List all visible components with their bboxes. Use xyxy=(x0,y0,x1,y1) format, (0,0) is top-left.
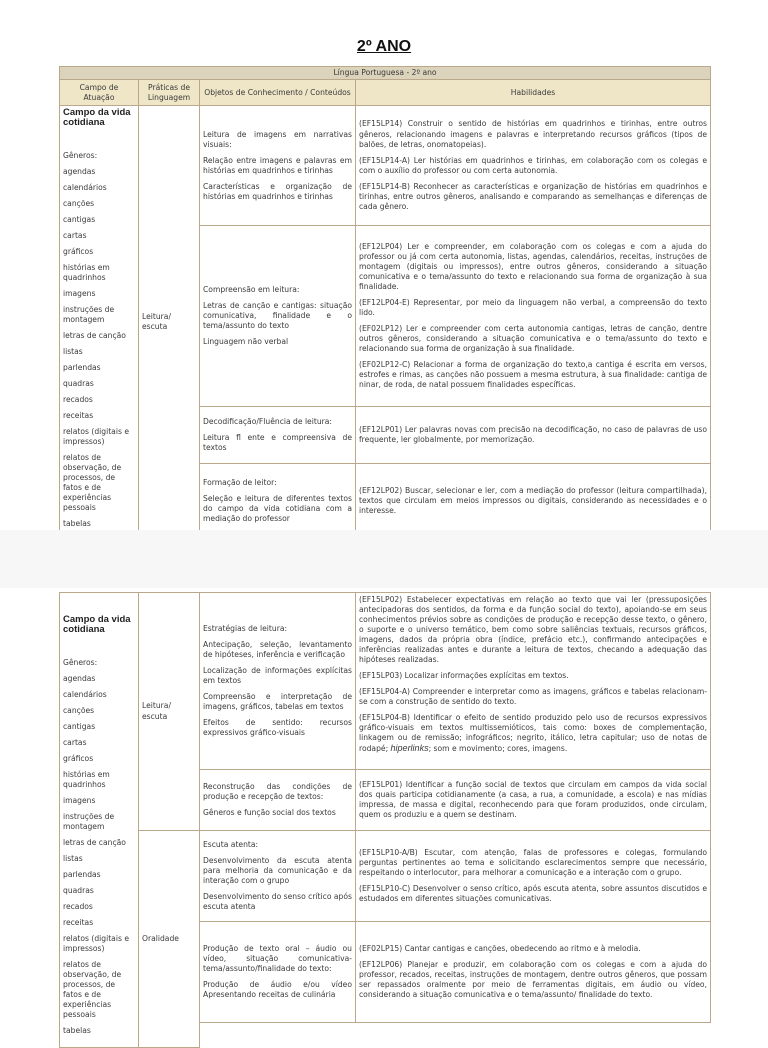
conteudo-item: Desenvolvimento do senso crítico após escuta atenta xyxy=(203,892,352,912)
campo-atuacao-cell xyxy=(60,593,139,1048)
conteudo-item: Linguagem não verbal xyxy=(203,336,289,346)
habilidade-item: (EF12LP04) Ler e compreender, em colaboração com os colegas e com a ajuda do professor ou já com certa autonomia, listas, agendas, calendários, receitas, instruções de montagem (digitais ou impressos), entre outros gêneros, considerando a situação comunicativa e o tema/assunto do texto e relacionando sua forma de organização à sua finalidade. xyxy=(359,241,708,291)
habilidade-text: ; som e movimento; cores, imagens. xyxy=(428,744,568,754)
conteudo-item: Efeitos de sentido: recursos expressivos gráfico-visuais xyxy=(203,718,352,738)
objetos-cell xyxy=(200,593,356,770)
habilidade-item: (EF15LP10-C) Desenvolver o senso crítico, após escuta atenta, sobre assuntos discutidos e estudados em diferentes situações comunicativas. xyxy=(359,884,707,904)
genero-item: letras de canção xyxy=(63,331,126,341)
objetos-cell xyxy=(200,226,356,407)
generos-list xyxy=(63,658,135,1036)
genero-item: instruções de montagem xyxy=(63,305,115,325)
pratica-cell: Leitura/ escuta xyxy=(139,593,200,831)
habilidade-item: (EF15LP04-A) Compreender e interpretar como as imagens, gráficos e tabelas relacionam-se com a construção de sentido do texto. xyxy=(359,687,707,707)
column-header: Práticas de Linguagem xyxy=(139,80,200,106)
genero-item: parlendas xyxy=(63,870,101,880)
genero-item: cartas xyxy=(63,737,87,747)
habilidades-cell xyxy=(356,464,711,538)
conteudo-item: Produção de texto oral – áudio ou vídeo, situação comunicativa-tema/assunto/finalidade do texto: xyxy=(203,943,352,973)
genero-item: imagens xyxy=(63,289,96,299)
hyperlinks-term: hiperlinks xyxy=(390,743,429,754)
habilidades-cell xyxy=(356,106,711,226)
habilidade-item: (EF02LP12) Ler e compreender com certa autonomia cantigas, letras de canção, dentre outros gêneros, considerando a situação comunicativa e o tema/assunto do texto e relacionando sua forma de organização à sua finalidade. xyxy=(359,323,708,353)
conteudo-item: Características e organização de histórias em quadrinhos e tirinhas xyxy=(203,181,352,201)
habilidades-cell xyxy=(356,593,711,770)
objetos-cell xyxy=(200,770,356,831)
genero-item: cantigas xyxy=(63,214,96,224)
column-header: Habilidades xyxy=(356,80,711,106)
habilidade-item xyxy=(359,713,707,755)
genero-item: quadras xyxy=(63,379,94,389)
pratica-cell: Leitura/ escuta xyxy=(139,106,200,538)
conteudo-item: Desenvolvimento da escuta atenta para melhoria da comunicação e da interação com o grupo xyxy=(203,855,352,885)
habilidade-item: (EF15LP01) Identificar a função social de textos que circulam em campos da vida social dos quais participa cotidianamente (a casa, a rua, a comunidade, a escola) e nas mídias impressa, de massa e digital, reconhecendo para que foram produzidos, onde circulam, quem os produziu e a quem se destinam. xyxy=(359,779,707,820)
conteudo-item: Formação de leitor: xyxy=(203,477,277,487)
habilidades-cell xyxy=(356,406,711,463)
genero-item: recados xyxy=(63,395,93,405)
conteudo-item: Antecipação, seleção, levantamento de hipóteses, inferência e verificação xyxy=(203,639,352,659)
conteudo-item: Localização de informações explícitas em textos xyxy=(203,665,352,685)
page-2 xyxy=(0,588,768,1036)
objetos-cell xyxy=(200,831,356,922)
genero-item: relatos (digitais e impressos) xyxy=(63,934,129,954)
habilidade-item: (EF15LP03) Localizar informações explícitas em textos. xyxy=(359,671,569,681)
habilidades-cell xyxy=(356,831,711,922)
conteudo-item: Relação entre imagens e palavras em histórias em quadrinhos e tirinhas xyxy=(203,155,352,175)
page-break xyxy=(0,530,768,588)
curriculum-table-1 xyxy=(59,66,711,538)
habilidade-item: (EF02LP15) Cantar cantigas e canções, obedecendo ao ritmo e à melodia. xyxy=(359,943,641,953)
conteudo-item: Seleção e leitura de diferentes textos do campo da vida cotidiana com a mediação do professor xyxy=(203,493,352,523)
conteudo-item: Decodificação/Fluência de leitura: xyxy=(203,416,332,426)
conteudo-item: Leitura de imagens em narrativas visuais: xyxy=(203,129,352,149)
curriculum-table-2 xyxy=(59,592,711,1048)
habilidade-item: (EF02LP12-C) Relacionar a forma de organização do texto,a cantiga é escrita em versos, estrofes e rimas, as canções não possuem a mesma estrutura, à sua finalidade: cantiga de ninar, de roda, de natal possuem finalidades específicas. xyxy=(359,359,708,389)
habilidade-item: (EF15LP14-B) Reconhecer as características e organização de histórias em quadrinhos e tirinhas, entre outros gêneros, analisando e comparando as semelhanças e diferenças de cada gênero. xyxy=(359,181,708,211)
campo-title: Campo da vida cotidiana xyxy=(63,107,131,129)
genero-item: calendários xyxy=(63,689,107,699)
genero-item: tabelas xyxy=(63,519,91,529)
genero-item: listas xyxy=(63,854,83,864)
genero-item: agendas xyxy=(63,673,96,683)
habilidade-item: (EF12LP06) Planejar e produzir, em colaboração com os colegas e com a ajuda do professor, recados, receitas, instruções de montagem, dentre outros gêneros, que possam ser repassados oralmente por meio de ferramentas digitais, em áudio ou vídeo, considerando a situação comunicativa e o tema/assunto/ finalidade do texto. xyxy=(359,959,707,1000)
habilidades-cell xyxy=(356,922,711,1023)
habilidade-item: (EF12LP04-E) Representar, por meio da linguagem não verbal, a compreensão do texto lido. xyxy=(359,297,708,317)
conteudo-item: Leitura fl ente e compreensiva de textos xyxy=(203,432,352,452)
habilidade-item: (EF15LP02) Estabelecer expectativas em relação ao texto que vai ler (pressuposições antecipadoras dos sentidos, da forma e da função social do texto), apoiando-se em seus conhecimentos prévios sobre as condições de produção e recepção desse texto, o gênero, o suporte e o universo temático, bem como sobre saliências textuais, recursos gráficos, imagens, dados da própria obra (índice, prefácio etc.), confirmando antecipações e inferências realizadas antes e durante a leitura de textos, checando a adequação das hipóteses realizadas. xyxy=(359,595,707,665)
genero-item: listas xyxy=(63,347,83,357)
habilidade-item: (EF12LP02) Buscar, selecionar e ler, com a mediação do professor (leitura compartilhada), textos que circulam em meios impressos ou digitais, considerando as necessidades e o interesse. xyxy=(359,485,708,515)
genero-item: relatos de observação, de processos, de fatos e de experiências pessoais xyxy=(63,960,122,1020)
objetos-cell xyxy=(200,922,356,1023)
genero-item: parlendas xyxy=(63,363,101,373)
page-title: 2º ANO xyxy=(356,38,412,55)
habilidade-item: (EF12LP01) Ler palavras novas com precisão na decodificação, no caso de palavras de uso frequente, ler globalmente, por memorização. xyxy=(359,424,708,444)
genero-item: instruções de montagem xyxy=(63,812,115,832)
genero-item: letras de canção xyxy=(63,838,126,848)
habilidade-text: (EF15LP04-B) Identificar o efeito de sentido produzido pelo uso de recursos expressivos gráfico-visuais em textos multissemióticos, tais como: boxes de complementação, linkagem ou de remissão; infográficos; negrito, itálico, letra capitular; uso de notas de rodapé; xyxy=(359,713,707,754)
objetos-cell xyxy=(200,106,356,226)
genero-item: agendas xyxy=(63,166,96,176)
campo-title: Campo da vida cotidiana xyxy=(63,614,131,636)
pratica-cell: Oralidade xyxy=(139,831,200,1048)
genero-item: relatos de observação, de processos, de fatos e de experiências pessoais xyxy=(63,453,122,513)
conteudo-item: Compreensão e interpretação de imagens, gráficos, tabelas em textos xyxy=(203,692,352,712)
genero-item: receitas xyxy=(63,411,94,421)
column-header: Campo de Atuação xyxy=(60,80,139,106)
habilidade-item: (EF15LP10-A/B) Escutar, com atenção, falas de professores e colegas, formulando perguntas pertinentes ao tema e solicitando esclarecimentos sempre que necessário, respeitando o interlocutor, para melhorar a comunicação e a interação com o grupo. xyxy=(359,847,707,877)
generos-list xyxy=(63,151,135,529)
genero-item: gráficos xyxy=(63,753,94,763)
genero-item: histórias em quadrinhos xyxy=(63,769,110,789)
genero-item: quadras xyxy=(63,886,94,896)
genero-item: canções xyxy=(63,198,95,208)
habilidades-cell xyxy=(356,770,711,831)
habilidade-item: (EF15LP14) Construir o sentido de histórias em quadrinhos e tirinhas, entre outros gêneros, relacionando imagens e palavras e interpretando recursos gráficos (tipos de balões, de letras, onomatopeias). xyxy=(359,119,708,149)
campo-atuacao-cell xyxy=(60,106,139,538)
genero-item: histórias em quadrinhos xyxy=(63,263,110,283)
genero-item: cantigas xyxy=(63,721,96,731)
genero-item: tabelas xyxy=(63,1026,91,1036)
conteudo-item: Estratégias de leitura: xyxy=(203,623,288,633)
objetos-cell xyxy=(200,406,356,463)
genero-item: Gêneros: xyxy=(63,150,98,160)
conteudo-item: Gêneros e função social dos textos xyxy=(203,808,336,817)
conteudo-item: Compreensão em leitura: xyxy=(203,284,300,294)
genero-item: cartas xyxy=(63,230,87,240)
genero-item: imagens xyxy=(63,796,96,806)
genero-item: gráficos xyxy=(63,246,94,256)
habilidade-item: (EF15LP14-A) Ler histórias em quadrinhos e tirinhas, em colaboração com os colegas e com o auxílio do professor ou com certa autonomia. xyxy=(359,155,708,175)
genero-item: recados xyxy=(63,902,93,912)
column-header: Objetos de Conhecimento / Conteúdos xyxy=(200,80,356,106)
conteudo-item: Produção de áudio e/ou vídeo Apresentando receitas de culinária xyxy=(203,980,352,1000)
objetos-cell xyxy=(200,464,356,538)
table-title: Língua Portuguesa - 2º ano xyxy=(60,67,711,80)
habilidades-cell xyxy=(356,226,711,407)
genero-item: Gêneros: xyxy=(63,657,98,667)
genero-item: calendários xyxy=(63,182,107,192)
genero-item: receitas xyxy=(63,918,94,928)
genero-item: relatos (digitais e impressos) xyxy=(63,427,129,447)
conteudo-item: Escuta atenta: xyxy=(203,839,259,849)
conteudo-item: Reconstrução das condições de produção e recepção de textos: xyxy=(203,781,352,801)
conteudo-item: Letras de canção e cantigas: situação comunicativa, finalidade e o tema/assunto do texto xyxy=(203,300,352,330)
genero-item: canções xyxy=(63,705,95,715)
